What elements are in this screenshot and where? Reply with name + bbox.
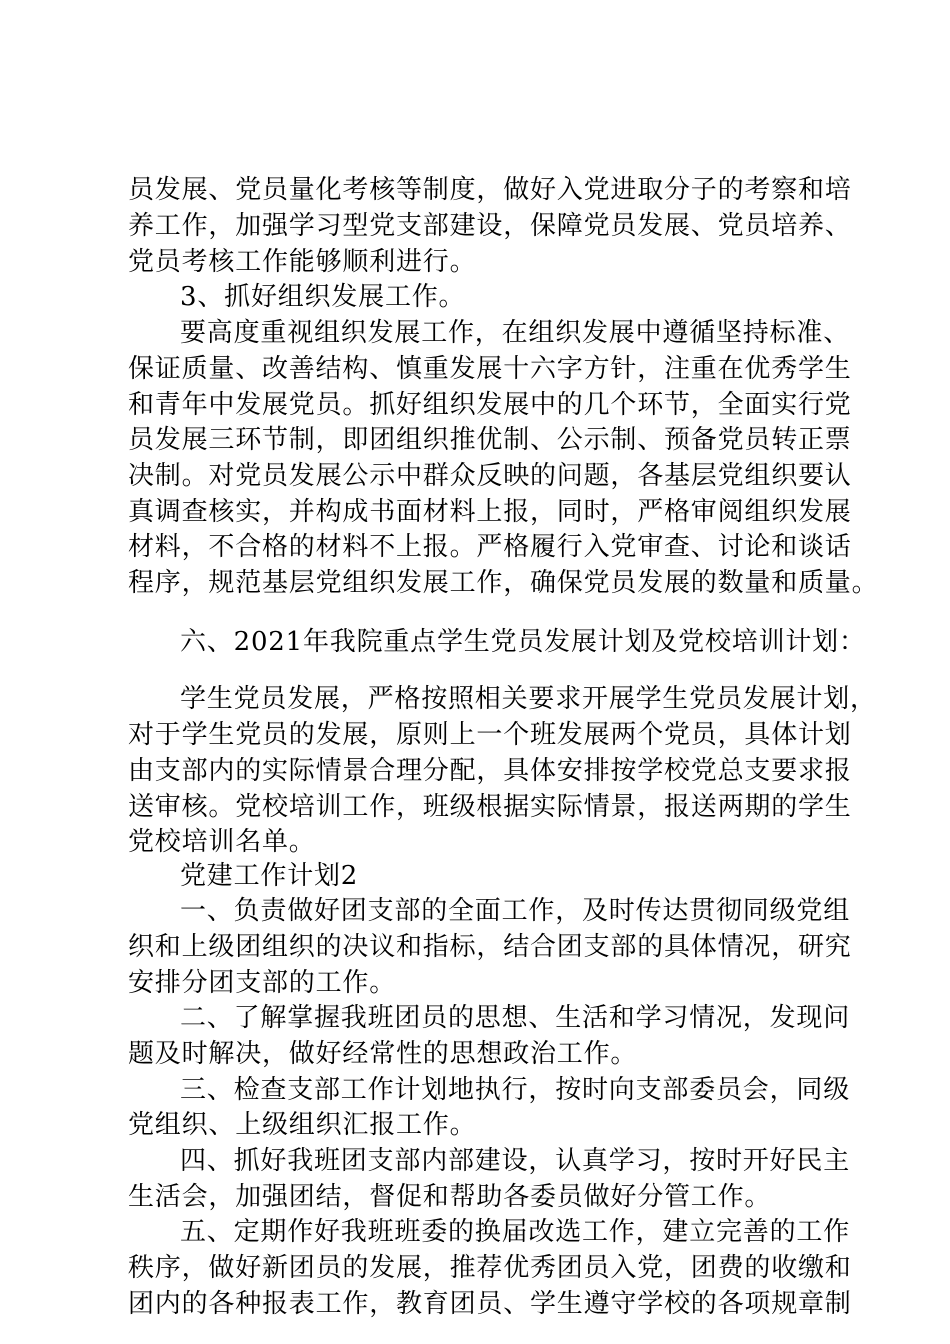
paragraph-line: 员发展三环节制，即团组织推优制、公示制、预备党员转正票 xyxy=(128,425,852,455)
paragraph-line: 生活会，加强团结，督促和帮助各委员做好分管工作。 xyxy=(128,1182,772,1212)
paragraph-line: 党员考核工作能够顺利进行。 xyxy=(128,247,477,277)
paragraph-line: 决制。对党员发展公示中群众反映的问题，各基层党组织要认 xyxy=(128,461,852,491)
paragraph-line: 党组织、上级组织汇报工作。 xyxy=(128,1110,477,1140)
paragraph-line: 四、抓好我班团支部内部建设，认真学习，按时开好民主 xyxy=(180,1146,851,1176)
paragraph-line: 保证质量、改善结构、慎重发展十六字方针，注重在优秀学生 xyxy=(128,354,852,384)
paragraph-line: 团内的各种报表工作，教育团员、学生遵守学校的各项规章制 xyxy=(128,1289,852,1319)
section-heading: 3、抓好组织发展工作。 xyxy=(180,282,466,312)
paragraph-line: 员发展、党员量化考核等制度，做好入党进取分子的考察和培 xyxy=(128,175,852,205)
paragraph-line: 和青年中发展党员。抓好组织发展中的几个环节，全面实行党 xyxy=(128,390,852,420)
paragraph-line: 养工作，加强学习型党支部建设，保障党员发展、党员培养、 xyxy=(128,211,852,241)
paragraph-line: 真调查核实，并构成书面材料上报，同时，严格审阅组织发展 xyxy=(128,497,852,527)
paragraph-line: 三、检查支部工作计划地执行，按时向支部委员会，同级 xyxy=(180,1075,851,1105)
paragraph-line: 五、定期作好我班班委的换届改选工作，建立完善的工作 xyxy=(180,1217,851,1247)
paragraph-line: 程序，规范基层党组织发展工作，确保党员发展的数量和质量。 xyxy=(128,568,879,598)
paragraph-line: 二、了解掌握我班团员的思想、生活和学习情况，发现问 xyxy=(180,1003,851,1033)
paragraph-line: 材料，不合格的材料不上报。严格履行入党审查、讨论和谈话 xyxy=(128,532,852,562)
paragraph-line: 题及时解决，做好经常性的思想政治工作。 xyxy=(128,1039,638,1069)
paragraph-line: 送审核。党校培训工作，班级根据实际情景，报送两期的学生 xyxy=(128,792,852,822)
paragraph-line: 对于学生党员的发展，原则上一个班发展两个党员，具体计划 xyxy=(128,720,852,750)
paragraph-line: 要高度重视组织发展工作，在组织发展中遵循坚持标准、 xyxy=(180,318,851,348)
paragraph-line: 党校培训名单。 xyxy=(128,827,316,857)
paragraph-line: 学生党员发展，严格按照相关要求开展学生党员发展计划， xyxy=(180,684,877,714)
paragraph-line: 织和上级团组织的决议和指标，结合团支部的具体情况，研究 xyxy=(128,932,852,962)
document-subtitle: 党建工作计划2 xyxy=(180,861,359,891)
paragraph-line: 由支部内的实际情景合理分配，具体安排按学校党总支要求报 xyxy=(128,756,852,786)
paragraph-line: 安排分团支部的工作。 xyxy=(128,968,397,998)
section-heading: 六、2021年我院重点学生党员发展计划及党校培训计划： xyxy=(180,627,866,657)
paragraph-line: 秩序，做好新团员的发展，推荐优秀团员入党，团费的收缴和 xyxy=(128,1253,852,1283)
paragraph-line: 一、负责做好团支部的全面工作，及时传达贯彻同级党组 xyxy=(180,896,851,926)
